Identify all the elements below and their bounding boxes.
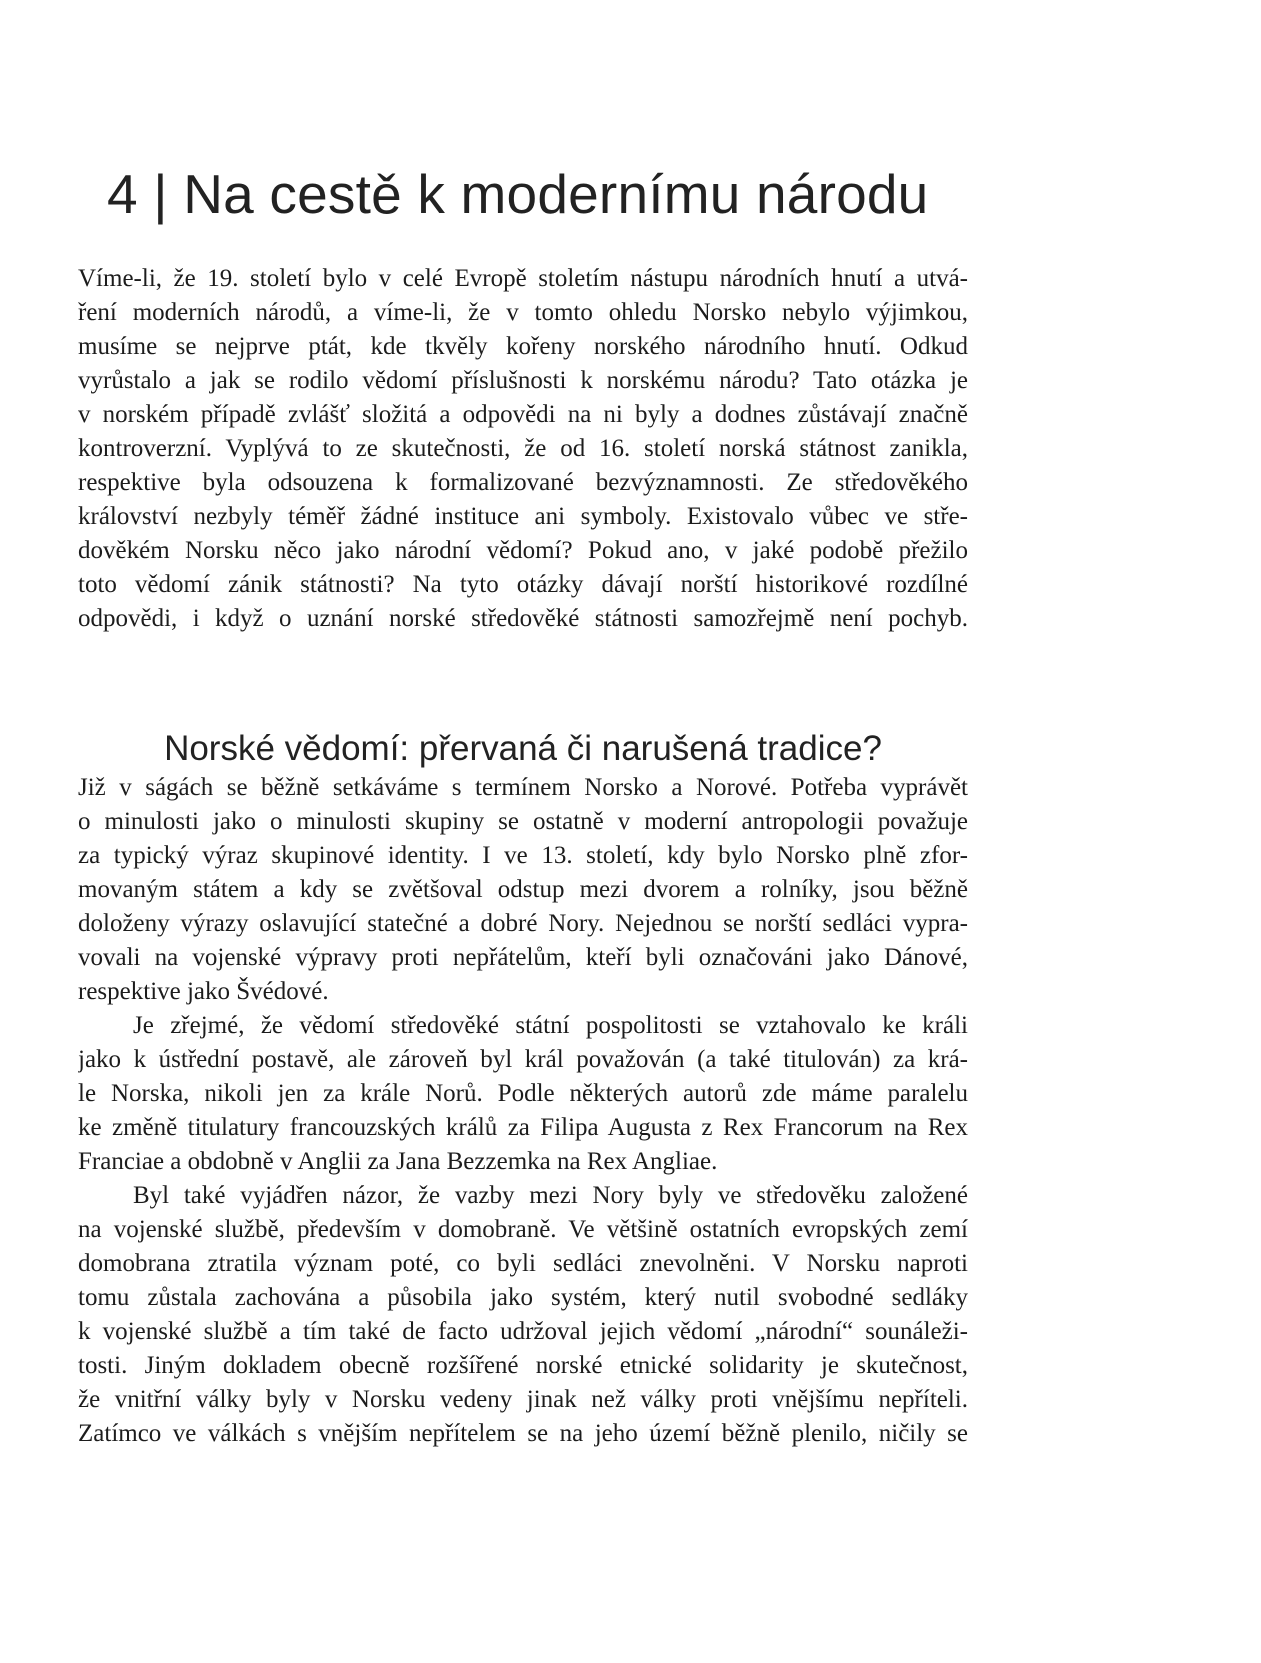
paragraph-line: doloženy výrazy oslavující statečné a dobré Nory. Nejednou se norští sedláci vypra- bbox=[78, 910, 968, 937]
paragraph-line: k vojenské službě a tím také de facto udržoval jejich vědomí „národní“ sounáleži- bbox=[78, 1318, 968, 1345]
paragraph-line: ke změně titulatury francouzských králů za Filipa Augusta z Rex Francorum na Rex bbox=[78, 1114, 968, 1141]
paragraph-line: na vojenské službě, především v domobraně. Ve většině ostatních evropských zemí bbox=[78, 1216, 968, 1243]
paragraph-line: Franciae a obdobně v Anglii za Jana Bezzemka na Rex Angliae. bbox=[78, 1148, 718, 1175]
paragraph-line: království nezbyly téměř žádné instituce ani symboly. Existovalo vůbec ve stře- bbox=[78, 503, 968, 530]
section-heading: Norské vědomí: přervaná či narušená tradice? bbox=[164, 729, 882, 769]
paragraph-line: za typický výraz skupinové identity. I ve 13. století, kdy bylo Norsko plně zfor- bbox=[78, 842, 968, 869]
paragraph-line: jako k ústřední postavě, ale zároveň byl král považován (a také titulován) za krá- bbox=[78, 1046, 968, 1073]
paragraph-line: kontroverzní. Vyplývá to ze skutečnosti, že od 16. století norská státnost zanikla, bbox=[78, 435, 968, 462]
paragraph-line: ření moderních národů, a víme-li, že v tomto ohledu Norsko nebylo výjimkou, bbox=[78, 299, 968, 326]
paragraph-line: toto vědomí zánik státnosti? Na tyto otázky dávají norští historikové rozdílné bbox=[78, 571, 968, 598]
paragraph-line: musíme se nejprve ptát, kde tkvěly kořeny norského národního hnutí. Odkud bbox=[78, 333, 968, 360]
intro-paragraph bbox=[78, 262, 968, 636]
paragraph-line: le Norska, nikoli jen za krále Norů. Podle některých autorů zde máme paralelu bbox=[78, 1080, 968, 1107]
chapter-title: 4 | Na cestě k modernímu národu bbox=[107, 162, 929, 225]
paragraph-line: že vnitřní války byly v Norsku vedeny jinak než války proti vnějšímu nepříteli. bbox=[78, 1386, 968, 1413]
paragraph-line: Víme-li, že 19. století bylo v celé Evropě stoletím nástupu národních hnutí a utvá- bbox=[78, 265, 968, 292]
paragraph-line: Byl také vyjádřen názor, že vazby mezi Nory byly ve středověku založené bbox=[133, 1182, 968, 1209]
paragraph-line: movaným státem a kdy se zvětšoval odstup mezi dvorem a rolníky, jsou běžně bbox=[78, 876, 968, 903]
paragraph-line: domobrana ztratila význam poté, co byli sedláci znevolněni. V Norsku naproti bbox=[78, 1250, 968, 1277]
paragraph-line: Již v ságách se běžně setkáváme s termínem Norsko a Norové. Potřeba vyprávět bbox=[78, 774, 968, 801]
paragraph-line: Je zřejmé, že vědomí středověké státní pospolitosti se vztahovalo ke králi bbox=[133, 1012, 968, 1039]
paragraph-line: respektive byla odsouzena k formalizované bezvýznamnosti. Ze středověkého bbox=[78, 469, 968, 496]
paragraph-line: respektive jako Švédové. bbox=[78, 978, 329, 1005]
paragraph-line: tomu zůstala zachována a působila jako systém, který nutil svobodné sedláky bbox=[78, 1284, 968, 1311]
paragraph-line: v norském případě zvlášť složitá a odpovědi na ni byly a dodnes zůstávají značně bbox=[78, 401, 968, 428]
paragraph-line: Zatímco ve válkách s vnějším nepřítelem se na jeho území běžně plenilo, ničily se bbox=[78, 1420, 968, 1447]
section-body bbox=[78, 771, 968, 1451]
paragraph-line: o minulosti jako o minulosti skupiny se ostatně v moderní antropologii považuje bbox=[78, 808, 968, 835]
paragraph-line: odpovědi, i když o uznání norské středověké státnosti samozřejmě není pochyb. bbox=[78, 605, 968, 632]
paragraph-line: tosti. Jiným dokladem obecně rozšířené norské etnické solidarity je skutečnost, bbox=[78, 1352, 968, 1379]
paragraph-3 bbox=[78, 1179, 968, 1451]
paragraph-line: vovali na vojenské výpravy proti nepřátelům, kteří byli označováni jako Dánové, bbox=[78, 944, 968, 971]
paragraph-line: dověkém Norsku něco jako národní vědomí? Pokud ano, v jaké podobě přežilo bbox=[78, 537, 968, 564]
paragraph-2 bbox=[78, 1009, 968, 1179]
paragraph-line: vyrůstalo a jak se rodilo vědomí příslušnosti k norskému národu? Tato otázka je bbox=[78, 367, 968, 394]
paragraph-1 bbox=[78, 771, 968, 1009]
